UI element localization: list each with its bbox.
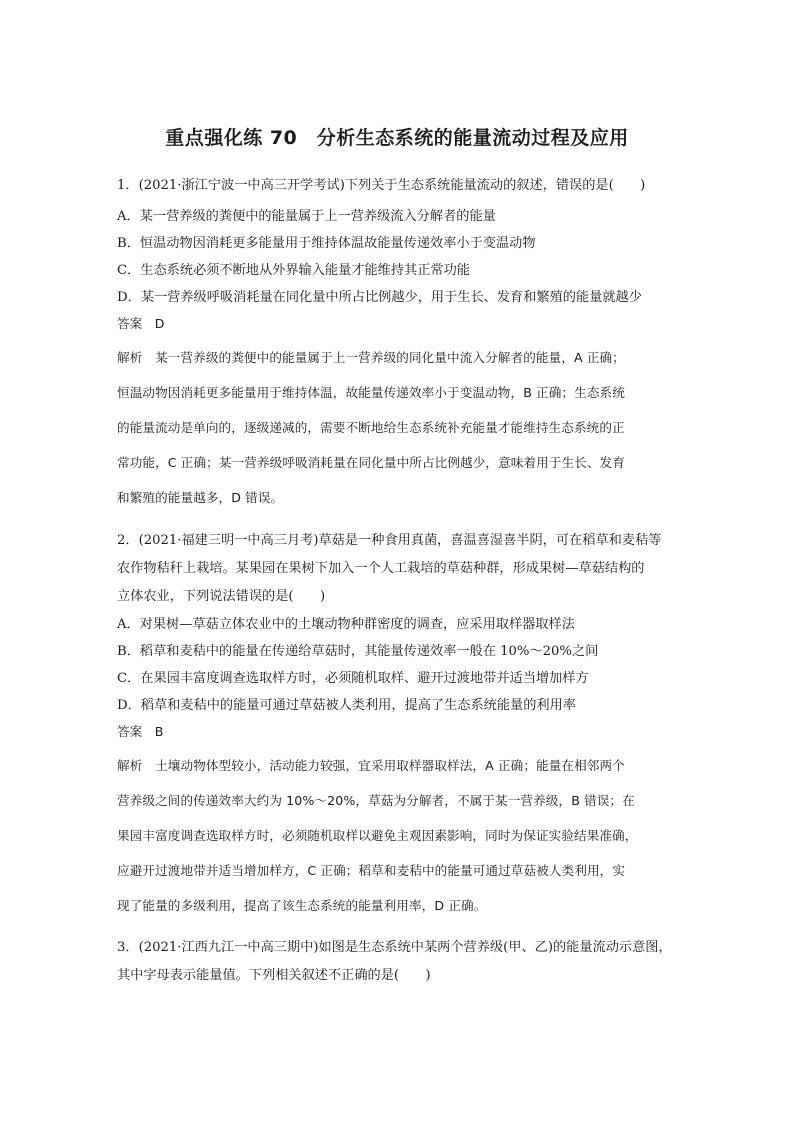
q2-option-d: D．稻草和麦秸中的能量可通过草菇被人类利用，提高了生态系统能量的利用率 bbox=[117, 698, 576, 713]
q1-answer: 答案 D bbox=[117, 316, 165, 331]
q1-option-a: A．某一营养级的粪便中的能量属于上一营养级流入分解者的能量 bbox=[117, 209, 496, 224]
q2-stem-line: 2．(2021·福建三明一中高三月考)草菇是一种食用真菌，喜温喜湿喜半阴，可在稻草和麦秸等 bbox=[117, 533, 662, 548]
q3-stem-line: 其中字母表示能量值。下列相关叙述不正确的是( ) bbox=[117, 968, 431, 983]
q2-answer: 答案 B bbox=[117, 724, 164, 739]
q1-option-d: D．某一营养级呼吸消耗量在同化量中所占比例越少，用于生长、发育和繁殖的能量就越少 bbox=[117, 290, 642, 305]
page-title: 重点强化练 70 分析生态系统的能量流动过程及应用 bbox=[165, 127, 629, 149]
q2-explanation-line: 果园丰富度调查选取样方时，必须随机取样以避免主观因素影响，同时为保证实验结果准确， bbox=[117, 828, 638, 843]
q2-explanation-line: 现了能量的多级利用，提高了该生态系统的能量利用率，D 正确。 bbox=[117, 898, 487, 913]
q2-option-c: C．在果园丰富度调查选取样方时，必须随机取样、避开过渡地带并适当增加样方 bbox=[117, 671, 589, 686]
q1-explanation-line: 和繁殖的能量越多，D 错误。 bbox=[117, 490, 284, 505]
q3-stem-line: 3．(2021·江西九江一中高三期中)如图是生态系统中某两个营养级(甲、乙)的能量流动示意图， bbox=[117, 940, 672, 955]
q2-stem-line: 立体农业，下列说法错误的是( ) bbox=[117, 589, 326, 604]
q2-explanation-line: 营养级之间的传递效率大约为 10%～20%，草菇为分解者，不属于某一营养级，B 错误；在 bbox=[117, 793, 635, 808]
q1-stem: 1．(2021·浙江宁波一中高三开学考试)下列关于生态系统能量流动的叙述，错误的是( ) bbox=[117, 178, 646, 193]
q1-option-c: C．生态系统必须不断地从外界输入能量才能维持其正常功能 bbox=[117, 263, 470, 278]
q1-explanation-line: 恒温动物因消耗更多能量用于维持体温，故能量传递效率小于变温动物，B 正确；生态系统 bbox=[117, 385, 625, 400]
q1-option-b: B．恒温动物因消耗更多能量用于维持体温故能量传递效率小于变温动物 bbox=[117, 236, 536, 251]
q2-explanation-line: 应避开过渡地带并适当增加样方，C 正确；稻草和麦秸中的能量可通过草菇被人类利用，实 bbox=[117, 863, 626, 878]
q1-explanation-line: 的能量流动是单向的，逐级递减的，需要不断地给生态系统补充能量才能维持生态系统的正 bbox=[117, 420, 625, 435]
q1-explanation-line: 解析 某一营养级的粪便中的能量属于上一营养级的同化量中流入分解者的能量，A 正确； bbox=[117, 350, 625, 365]
q2-explanation-line: 解析 土壤动物体型较小，活动能力较强，宜采用取样器取样法，A 正确；能量在相邻两个 bbox=[117, 758, 625, 773]
q2-stem-line: 农作物秸秆上栽培。某果园在果树下加入一个人工栽培的草菇种群，形成果树—草菇结构的 bbox=[117, 561, 645, 576]
q1-explanation-line: 常功能，C 正确；某一营养级呼吸消耗量在同化量中所占比例越少，意味着用于生长、发育 bbox=[117, 455, 626, 470]
q2-option-a: A．对果树—草菇立体农业中的土壤动物种群密度的调查，应采用取样器取样法 bbox=[117, 617, 575, 632]
q2-option-b: B．稻草和麦秸中的能量在传递给草菇时，其能量传递效率一般在 10%～20%之间 bbox=[117, 644, 599, 659]
